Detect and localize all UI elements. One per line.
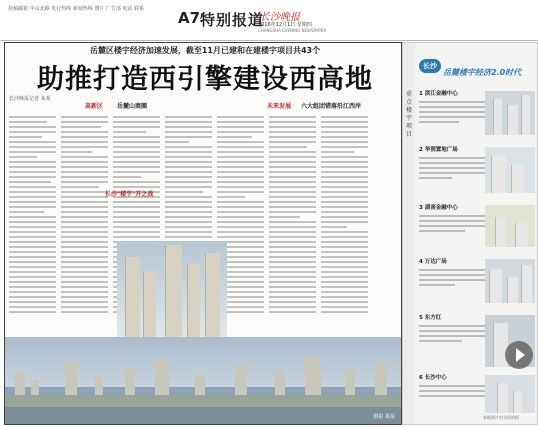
sidebar-item <box>419 91 485 126</box>
sidebar-item-title: 4 万达广场 <box>419 259 447 265</box>
sidebar-item <box>419 147 485 182</box>
photo-caption: 摄影 某某 <box>373 414 395 420</box>
project-photo <box>485 147 535 193</box>
project-photo <box>485 375 535 413</box>
project-photo <box>485 259 535 303</box>
text-column <box>321 113 368 333</box>
sidebar-item-title: 3 湖南金融中心 <box>419 205 458 211</box>
header-contacts: 投稿邮箱 中山北路 发行热线 新闻热线 图片 广告部 电话 联系 <box>8 6 145 12</box>
sidebar-footer: 本版图片均为资料图 <box>483 415 519 420</box>
section-subhead: 长沙"楼宇"开之战 <box>105 191 154 198</box>
section-subhead: 高新区 <box>85 103 104 110</box>
article-kicker: 岳麓区楼宇经济加速发展，截至11月已建和在建楼宇项目共43个 <box>89 46 321 55</box>
paper-name: 长沙晚报 <box>260 12 300 23</box>
text-column <box>61 113 108 333</box>
article-byline: 长沙晚报记者 某某 <box>9 96 51 102</box>
edition-number: A7 <box>178 9 201 27</box>
issue-date: 2016年12月1日 星期四 <box>258 22 312 28</box>
project-photo <box>485 91 535 135</box>
sidebar-item-title: 5 东方红 <box>419 315 442 321</box>
sidebar-strip <box>403 43 415 424</box>
sidebar-item-title: 1 滨江金融中心 <box>419 91 458 97</box>
tower-photo <box>117 241 227 337</box>
sidebar-item <box>419 375 485 400</box>
sidebar-logo: 岳麓楼宇经济2.0时代 <box>443 68 522 77</box>
section-subhead: 未来发展 <box>267 103 292 110</box>
sidebar-item <box>419 315 485 345</box>
sidebar-item <box>419 205 485 235</box>
sidebar-item-title: 2 华润置地广场 <box>419 147 458 153</box>
main-article <box>4 42 402 425</box>
section-subhead-title: 岳麓山商圈 <box>117 103 148 110</box>
section-title: 特别报道 <box>200 11 265 29</box>
project-photo <box>485 205 535 247</box>
sidebar-title: 长沙 <box>423 62 437 70</box>
text-column <box>269 113 316 333</box>
project-sidebar <box>402 42 538 425</box>
sidebar-item-title: 6 长沙中心 <box>419 375 447 381</box>
article-headline: 助推打造西引擎建设西高地 <box>37 64 373 95</box>
sidebar-strip-label: 重点楼宇项目 <box>405 91 412 138</box>
page-header <box>0 0 538 41</box>
skyline-photo <box>5 337 401 424</box>
text-column <box>9 113 56 333</box>
section-subhead-title: 六大组团错落沿江西岸 <box>301 103 362 110</box>
sidebar-item <box>419 259 485 289</box>
next-arrow-icon[interactable] <box>505 341 533 369</box>
paper-name-en: CHANGSHA EVENING NEWSPAPER <box>258 28 327 33</box>
